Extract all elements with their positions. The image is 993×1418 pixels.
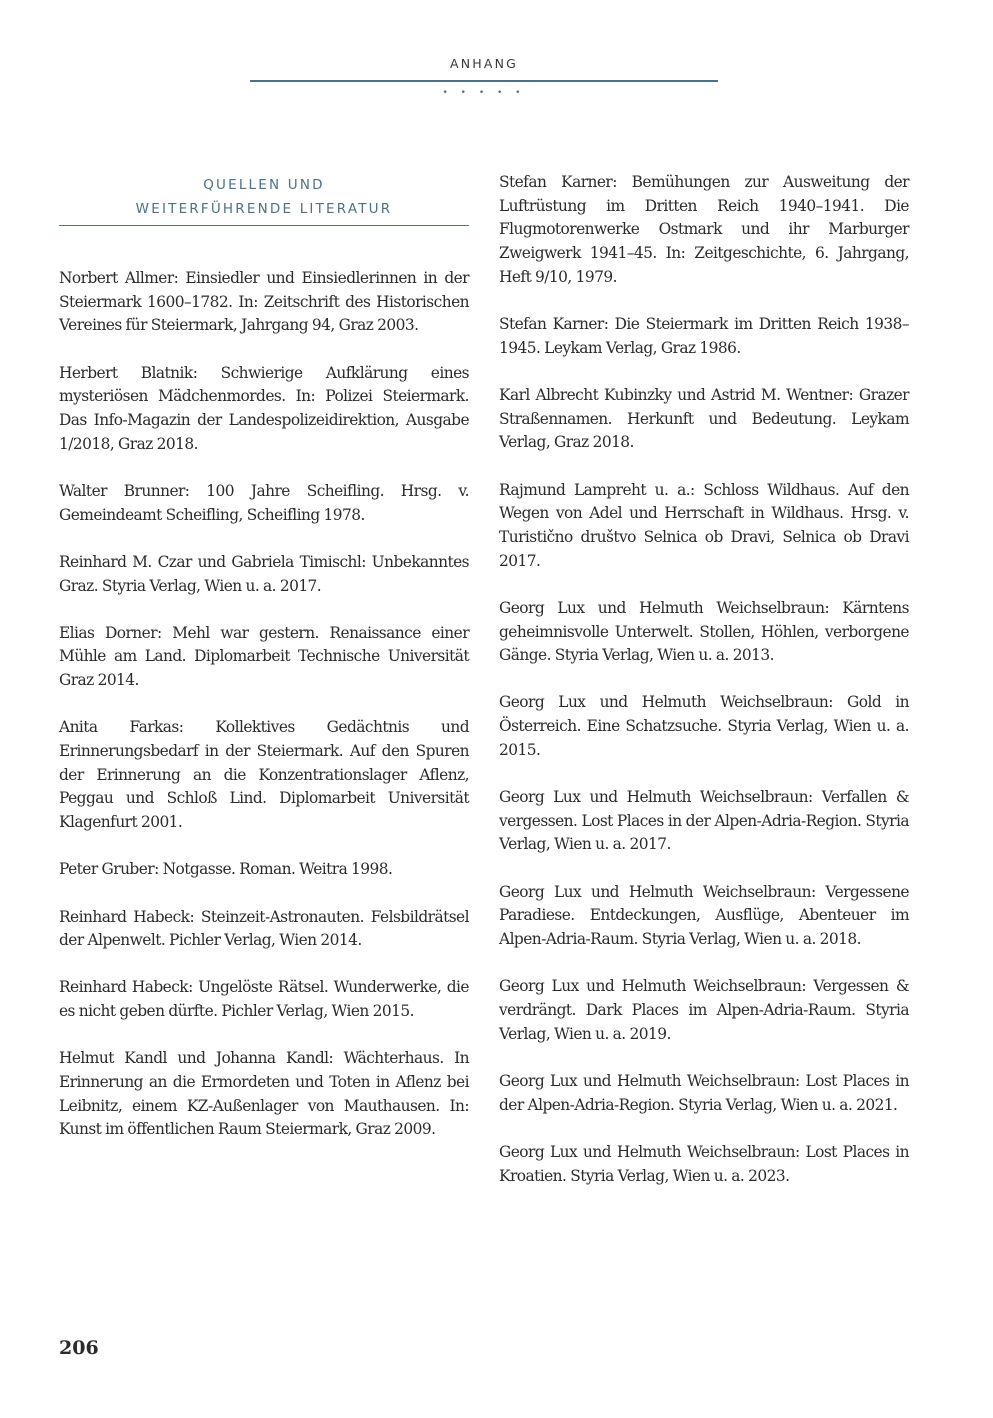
section-title-line-2: WEITERFÜHRENDE LITERATUR: [135, 201, 393, 217]
bibliography-entry: Georg Lux und Helmuth Weichselbraun: Gold in Österreich. Eine Schatzsuche. Styria Verlag, Wien u. a. 2015.: [499, 693, 909, 759]
bibliography-entry: Reinhard Habeck: Ungelöste Rätsel. Wunderwerke, die es nicht geben dürfte. Pichler Verlag, Wien 2015.: [59, 978, 469, 1021]
right-column: [499, 171, 909, 1212]
section-title-line-1: QUELLEN UND: [203, 177, 325, 193]
bibliography-entry: Elias Dorner: Mehl war gestern. Renaissance einer Mühle am Land. Diplomarbeit Technische Universität Graz 2014.: [59, 623, 469, 690]
running-head: ANHANG: [449, 56, 519, 71]
bibliography-entry: Georg Lux und Helmuth Weichselbraun: Lost Places in der Alpen-Adria-Region. Styria Verlag, Wien u. a. 2021.: [499, 1071, 909, 1114]
bibliography-entry: Peter Gruber: Notgasse. Roman. Weitra 1998.: [59, 860, 393, 879]
bibliography-entry: Norbert Allmer: Einsiedler und Einsiedlerinnen in der Steiermark 1600–1782. In: Zeitschrift des Historischen Vereines für Steiermark, Jahrgang 94, Graz 2003.: [59, 269, 469, 335]
bibliography-entry: Rajmund Lampreht u. a.: Schloss Wildhaus. Auf den Wegen von Adel und Herrschaft in Wildhaus. Hrsg. v. Turistično društvo Selnica ob Dravi, Selnica ob Dravi 2017.: [499, 480, 909, 570]
bibliography-entry: Georg Lux und Helmuth Weichselbraun: Vergessene Paradiese. Entdeckungen, Ausflüge, Abenteuer im Alpen-Adria-Raum. Styria Verlag, Wien u. a. 2018.: [499, 882, 909, 949]
bibliography-entry: Reinhard Habeck: Steinzeit-Astronauten. Felsbildrätsel der Alpenwelt. Pichler Verlag, Wien 2014.: [59, 907, 469, 950]
header-rule: [250, 80, 718, 82]
bibliography-entry: Reinhard M. Czar und Gabriela Timischl: Unbekanntes Graz. Styria Verlag, Wien u. a. 2017.: [59, 552, 469, 595]
page-number: 206: [59, 1337, 99, 1359]
section-title-rule: [59, 225, 469, 226]
section-title: [59, 173, 469, 221]
bibliography-entry: Georg Lux und Helmuth Weichselbraun: Verfallen & vergessen. Lost Places in der Alpen-Adria-Region. Styria Verlag, Wien u. a. 2017.: [499, 788, 909, 854]
bibliography-entry: Anita Farkas: Kollektives Gedächtnis und Erinnerungsbedarf in der Steiermark. Auf den Spuren der Erinnerung an die Konzentrationslager Aflenz, Peggau und Schloß Lind. Diplomarbeit Universität Klagenfurt 2001.: [59, 718, 469, 832]
bibliography-entry: Stefan Karner: Die Steiermark im Dritten Reich 1938–1945. Leykam Verlag, Graz 1986.: [499, 315, 909, 357]
header-dots: • • • • •: [442, 88, 526, 98]
bibliography-entry: Helmut Kandl und Johanna Kandl: Wächterhaus. In Erinnerung an die Ermordeten und Toten in Aflenz bei Leibnitz, einem KZ-Außenlager von Mauthausen. In: Kunst im öffentlichen Raum Steiermark, Graz 2009.: [59, 1049, 469, 1139]
bibliography-entry: Georg Lux und Helmuth Weichselbraun: Lost Places in Kroatien. Styria Verlag, Wien u. a. 2023.: [499, 1142, 909, 1185]
bibliography-entry: Stefan Karner: Bemühungen zur Ausweitung der Luftrüstung im Dritten Reich 1940–1941. Die Flugmotorenwerke Ostmark und ihr Marburger Zweigwerk 1941–45. In: Zeitgeschichte, 6. Jahrgang, Heft 9/10, 1979.: [499, 173, 909, 286]
bibliography-entry: Herbert Blatnik: Schwierige Aufklärung eines mysteriösen Mädchenmordes. In: Polizei Steiermark. Das Info-Magazin der Landespolizeidirektion, Ausgabe 1/2018, Graz 2018.: [59, 363, 469, 453]
bibliography-entry: Georg Lux und Helmuth Weichselbraun: Kärntens geheimnisvolle Unterwelt. Stollen, Höhlen, verborgene Gänge. Styria Verlag, Wien u. a. 2013.: [499, 598, 909, 665]
bibliography-entry: Karl Albrecht Kubinzky und Astrid M. Wentner: Grazer Straßennamen. Herkunft und Bedeutung. Leykam Verlag, Graz 2018.: [499, 385, 909, 452]
bibliography-entry: Walter Brunner: 100 Jahre Scheifling. Hrsg. v. Gemeindeamt Scheifling, Scheifling 1978.: [59, 481, 469, 524]
left-column: [59, 171, 469, 1166]
bibliography-entry: Georg Lux und Helmuth Weichselbraun: Vergessen & verdrängt. Dark Places im Alpen-Adria-Raum. Styria Verlag, Wien u. a. 2019.: [499, 977, 909, 1043]
